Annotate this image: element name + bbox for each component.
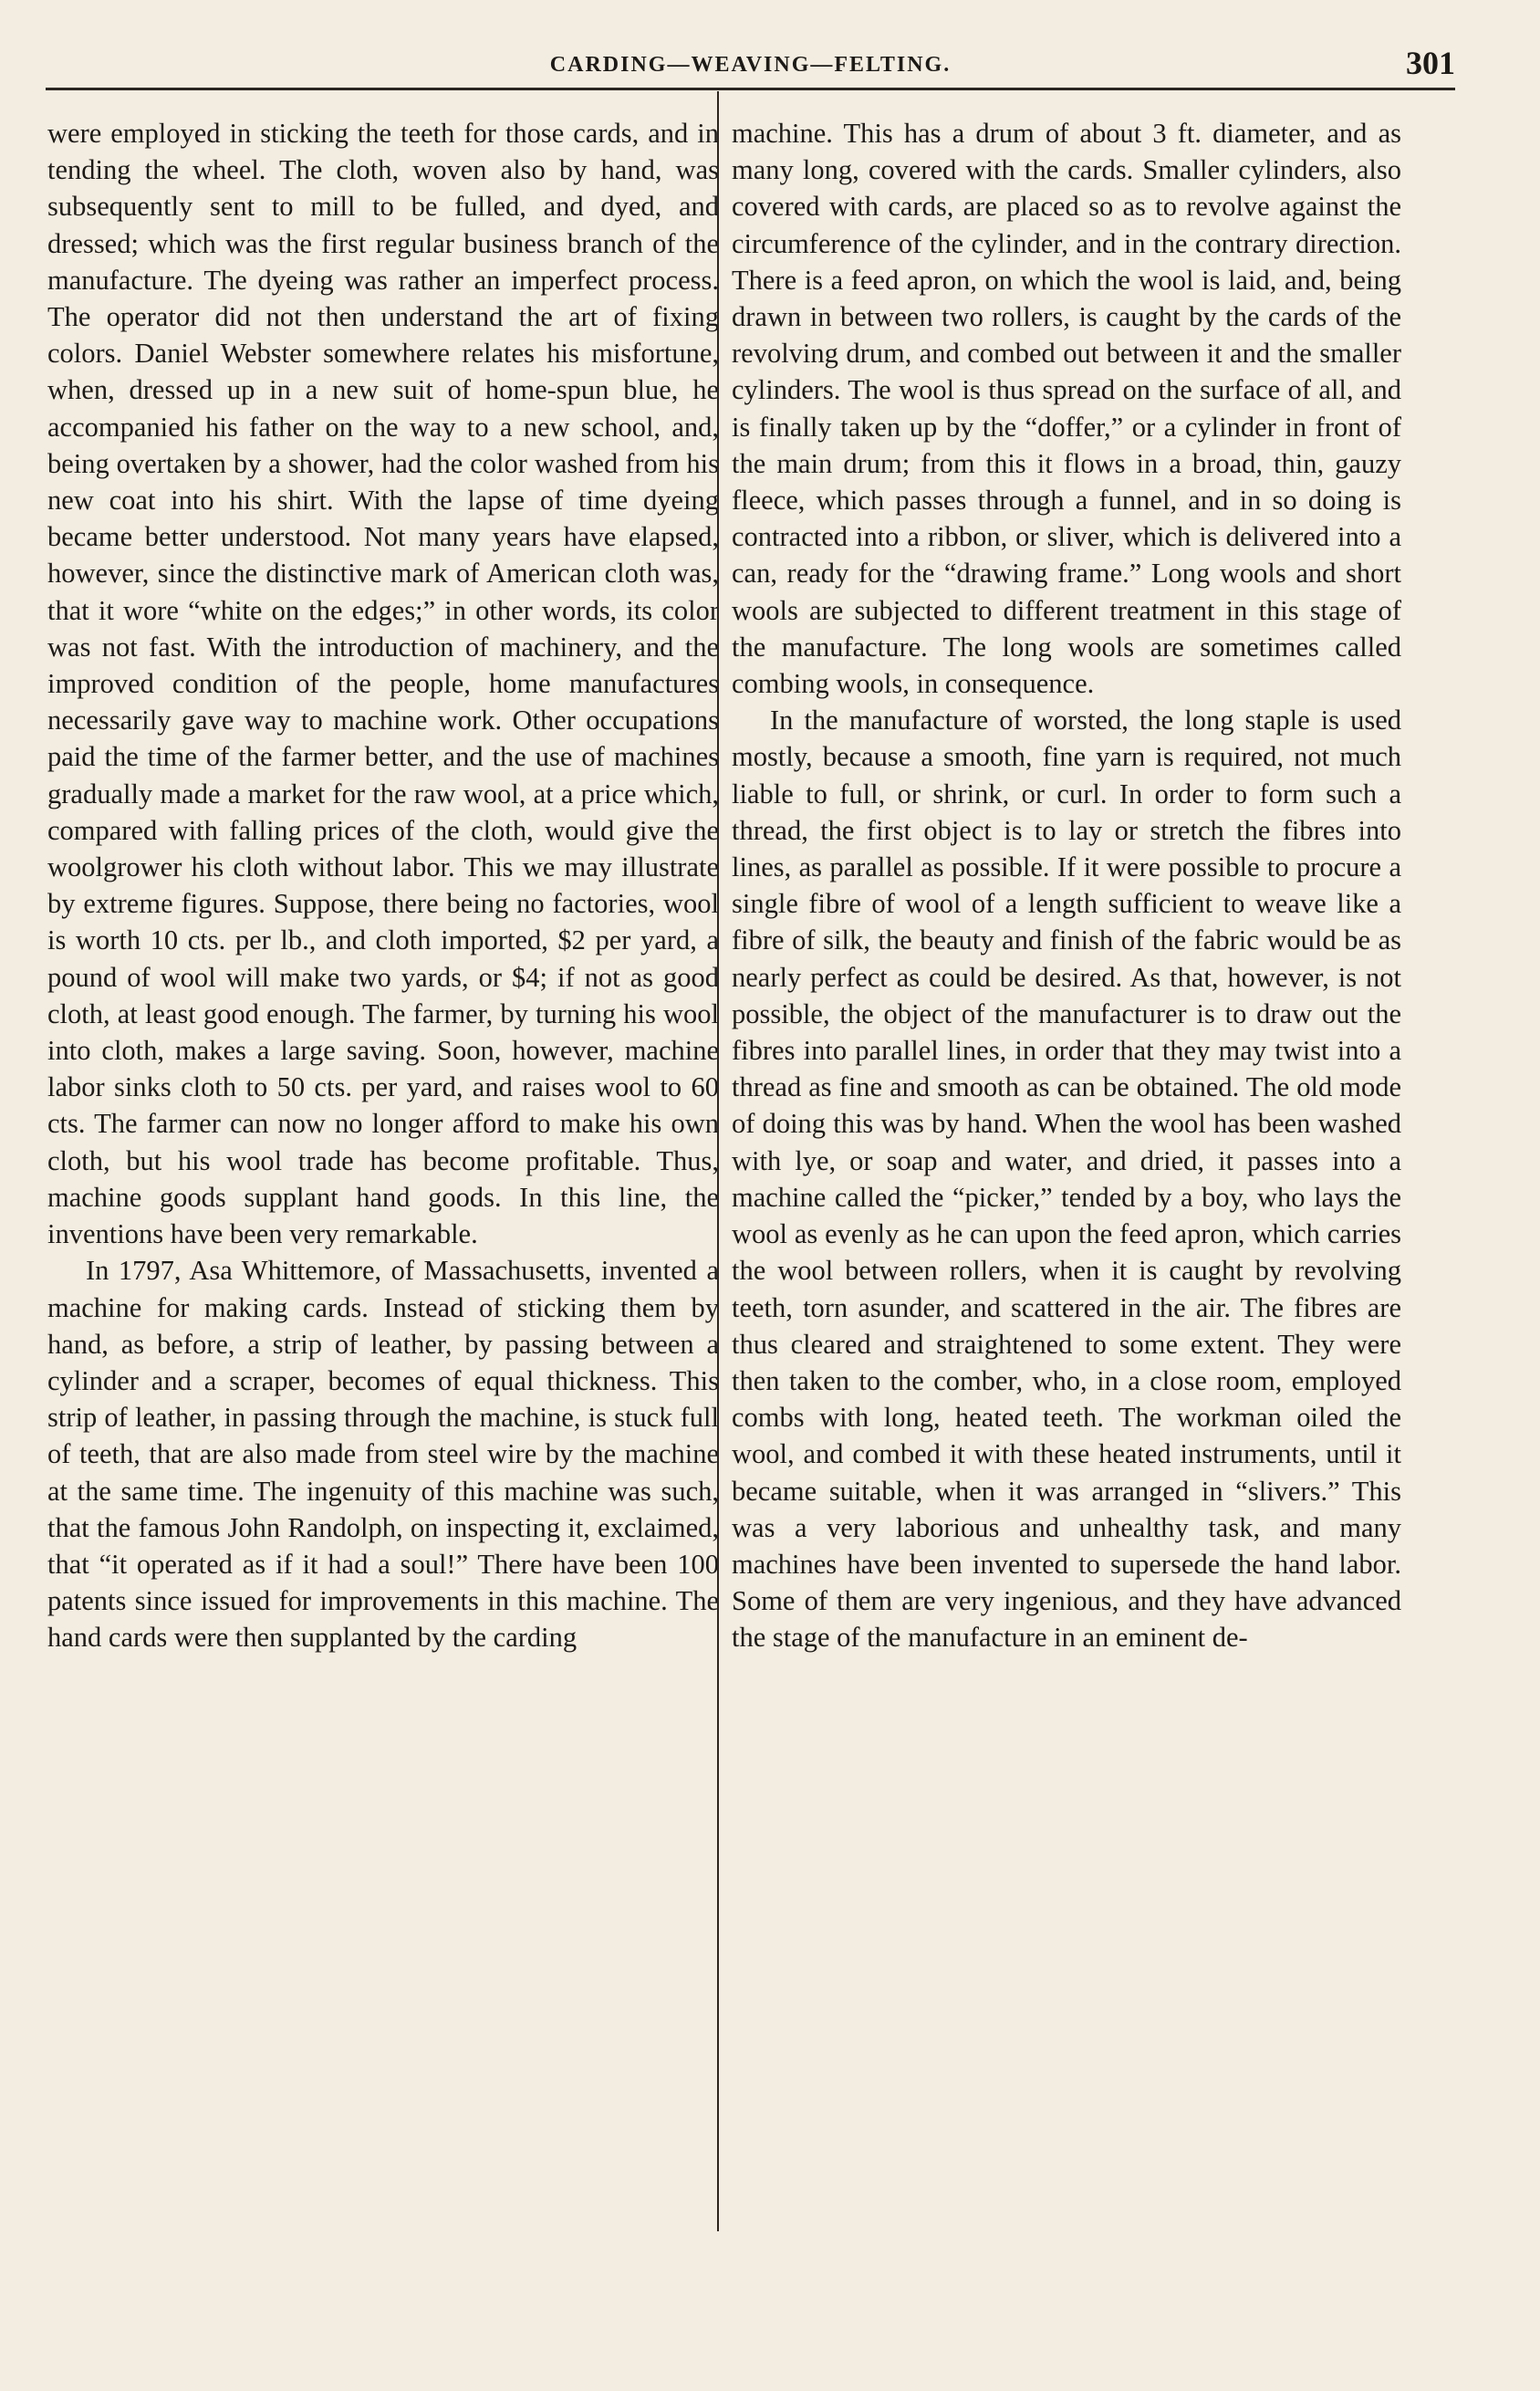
paragraph: were employed in sticking the teeth for those cards, and in tending the wheel. The cloth, woven also by hand, was subsequently sent to mill to be fulled, and dyed, and dressed; which was the first regular business branch of the manufacture. The dyeing was rather an imperfect process. The operator did not then understand the art of fixing colors. Daniel Webster somewhere relates his misfortune, when, dressed up in a new suit of home-spun blue, he accompanied his father on the way to a new school, and, being overtaken by a shower, had the color washed from his new coat into his shirt. With the lapse of time dyeing became better understood. Not many years have elapsed, however, since the distinctive mark of American cloth was, that it wore “white on the edges;” in other words, its color was not fast. With the introduction of machinery, and the improved condition of the people, home manufactures necessarily gave way to machine work. Other occupations paid the time of the farmer better, and the use of machines gradually made a market for the raw wool, at a price which, compared with falling prices of the cloth, would give the woolgrower his cloth without labor. This we may illustrate by extreme figures. Suppose, there being no factories, wool is worth 10 cts. per lb., and cloth imported, $2 per yard, a pound of wool will make two yards, or $4; if not as good cloth, at least good enough. The farmer, by turning his wool into cloth, makes a large saving. Soon, however, machine labor sinks cloth to 50 cts. per yard, and raises wool to 60 cts. The farmer can now no longer afford to make his own cloth, but his wool trade has become profitable. Thus, machine goods supplant hand goods. In this line, the inventions have been very remarkable. [47,118,719,1250]
page-header [46,44,1455,80]
paragraph: machine. This has a drum of about 3 ft. diameter, and as many long, covered with the cards. Smaller cylinders, also covered with cards, are placed so as to revolve against the circumference of the cylinder, and in the contrary direction. There is a feed apron, on which the wool is laid, and, being drawn in between two rollers, is caught by the cards of the revolving drum, and combed out between it and the smaller cylinders. The wool is thus spread on the surface of all, and is finally taken up by the “doffer,” or a cylinder in front of the main drum; from this it flows in a broad, thin, gauzy fleece, which passes through a funnel, and in so doing is contracted into a ribbon, or sliver, which is delivered into a can, ready for the “drawing frame.” Long wools and short wools are subjected to different treatment in this stage of the manufacture. The long wools are sometimes called combing wools, in consequence. [732,118,1401,700]
page-number: 301 [1406,45,1455,81]
right-column [732,115,1401,2232]
running-head: CARDING—WEAVING—FELTING. [549,53,952,77]
left-column [47,115,719,2232]
paragraph: In the manufacture of worsted, the long staple is used mostly, because a smooth, fine yarn is required, not much liable to full, or shrink, or curl. In order to form such a thread, the first object is to lay or stretch the fibres into lines, as parallel as possible. If it were possible to procure a single fibre of wool of a length sufficient to weave like a fibre of silk, the beauty and finish of the fabric would be as nearly perfect as could be desired. As that, however, is not possible, the object of the manufacturer is to draw out the fibres into parallel lines, in order that they may twist into a thread as fine and smooth as can be obtained. The old mode of doing this was by hand. When the wool has been washed with lye, or soap and water, and dried, it passes into a machine called the “picker,” tended by a boy, who lays the wool as evenly as he can upon the feed apron, which carries the wool between rollers, when it is caught by revolving teeth, torn asunder, and scattered in the air. The fibres are thus cleared and straightened to some extent. They were then taken to the comber, who, in a close room, employed combs with long, heated teeth. The workman oiled the wool, and combed it with these heated instruments, until it became suitable, when it was arranged in “slivers.” This was a very laborious and unhealthy task, and many machines have been invented to supersede the hand labor. Some of them are very ingenious, and they have advanced the stage of the manufacture in an eminent de- [732,705,1401,1654]
header-rule [46,88,1455,90]
column-divider [717,91,719,2231]
paragraph: In 1797, Asa Whittemore, of Massachusetts, invented a machine for making cards. Instead of sticking them by hand, as before, a strip of leather, by passing between a cylinder and a scraper, becomes of equal thickness. This strip of leather, in passing through the machine, is stuck full of teeth, that are also made from steel wire by the machine at the same time. The ingenuity of this machine was such, that the famous John Randolph, on inspecting it, exclaimed, that “it operated as if it had a soul!” There have been 100 patents since issued for improvements in this machine. The hand cards were then supplanted by the carding [47,1255,719,1654]
